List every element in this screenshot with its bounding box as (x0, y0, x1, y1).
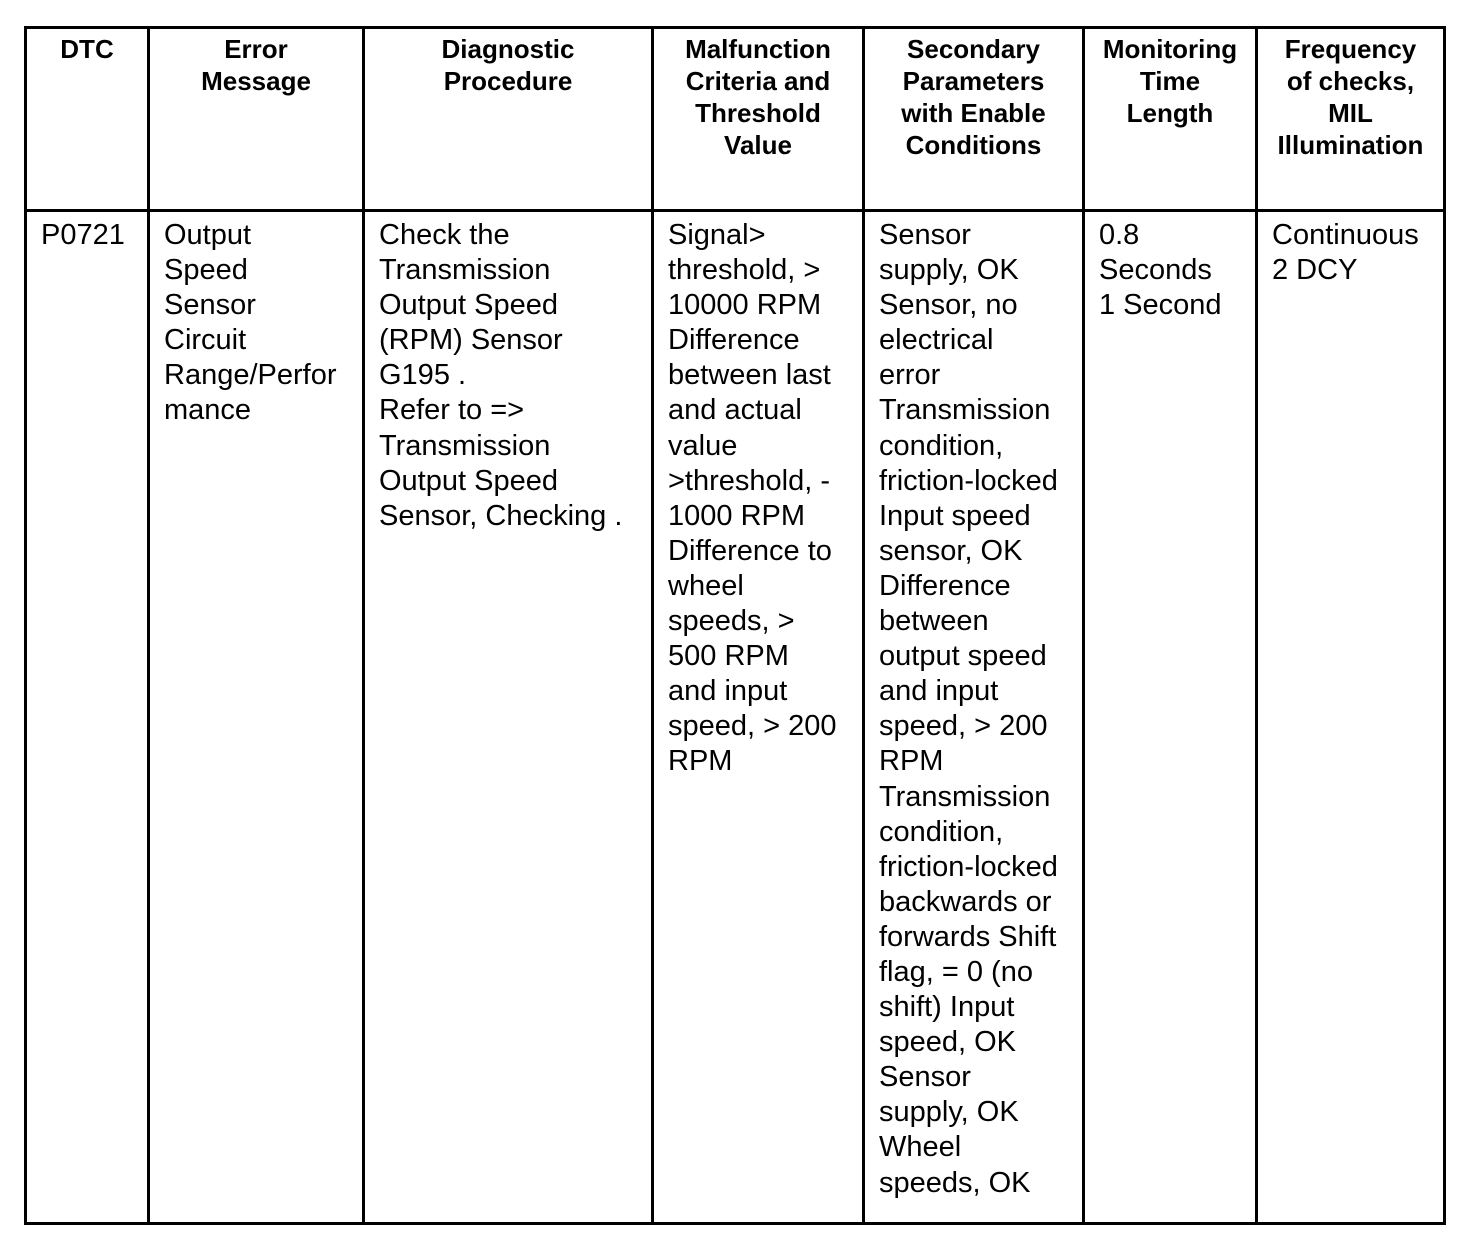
text-line: Criteria and (685, 66, 831, 96)
text-line: speed, > 200 (879, 710, 1048, 743)
text-line: Parameters (902, 66, 1045, 96)
cell-malfunction-criteria (653, 211, 864, 1224)
text-line: Message (201, 66, 311, 96)
text-line: friction-locked (879, 850, 1058, 883)
text-line: Transmission (379, 429, 551, 462)
text-line: mance (164, 394, 252, 427)
text-line: Output (164, 219, 252, 251)
text-line: Diagnostic (441, 34, 575, 64)
header-error-message (149, 28, 364, 211)
text-line: wheel (668, 569, 744, 602)
cell-secondary-parameters (864, 211, 1084, 1224)
text-line: Conditions (905, 130, 1042, 160)
text-line: speeds, > (668, 605, 795, 638)
text-line: Range/Perfor (164, 359, 337, 392)
text-line: value (668, 429, 738, 462)
text-line: Wheel (879, 1131, 962, 1164)
header-malfunction-criteria (653, 28, 864, 211)
text-line: and input (879, 675, 999, 708)
text-line: with Enable (901, 98, 1046, 128)
text-line: of checks, (1286, 66, 1415, 96)
text-line: error (879, 359, 941, 392)
text-line: Malfunction (685, 34, 831, 64)
text-line: flag, = 0 (no (879, 955, 1033, 988)
text-line: sensor, OK (879, 534, 1023, 567)
text-line: Sensor, no (879, 289, 1018, 322)
text-line: 10000 RPM (668, 289, 822, 322)
text-line: speeds, OK (879, 1166, 1031, 1199)
text-line: speed, OK (879, 1026, 1017, 1059)
text-line: 1 Second (1099, 289, 1222, 322)
text-line: Check the (379, 219, 510, 251)
text-line: MIL (1328, 98, 1373, 128)
text-line: Transmission (879, 394, 1051, 427)
cell-diagnostic-procedure (364, 211, 653, 1224)
header-diagnostic-procedure (364, 28, 653, 211)
text-line: Difference to (668, 534, 832, 567)
text-line: threshold, > (668, 254, 821, 287)
text-line: Threshold (695, 98, 821, 128)
text-line: 500 RPM (668, 640, 789, 673)
text-line: Illumination (1277, 130, 1424, 160)
text-line: Transmission (879, 780, 1051, 813)
text-line: supply, OK (879, 254, 1019, 287)
text-line: Continuous (1272, 219, 1419, 251)
text-line: condition, (879, 429, 1004, 462)
text-line: Frequency (1284, 34, 1417, 64)
text-line: and actual (668, 394, 802, 427)
text-line: speed, > 200 (668, 710, 837, 743)
cell-monitoring-time (1084, 211, 1257, 1224)
text-line: Transmission (379, 254, 551, 287)
text-line: condition, (879, 815, 1004, 848)
text-line: 1000 RPM (668, 499, 806, 532)
text-line: P0721 (41, 219, 125, 251)
header-monitoring-time (1084, 28, 1257, 211)
text-line: output speed (879, 640, 1047, 673)
text-line: Difference (668, 324, 800, 357)
header-frequency (1257, 28, 1445, 211)
text-line: 2 DCY (1272, 254, 1358, 287)
dtc-table (24, 26, 1446, 1225)
text-line: 0.8 (1099, 219, 1140, 251)
text-line: supply, OK (879, 1096, 1019, 1129)
text-line: Sensor (879, 1061, 971, 1094)
text-line: Output Speed (379, 289, 558, 322)
text-line: Secondary (907, 34, 1040, 64)
text-line: Value (724, 130, 792, 160)
text-line: shift) Input (879, 991, 1015, 1024)
text-line: Signal> (668, 219, 766, 251)
cell-frequency (1257, 211, 1445, 1224)
header-row (26, 28, 1445, 211)
text-line: and input (668, 675, 788, 708)
text-line: Procedure (443, 66, 573, 96)
text-line: forwards Shift (879, 920, 1057, 953)
text-line: >threshold, - (668, 464, 831, 497)
text-line: (RPM) Sensor (379, 324, 563, 357)
text-line: Input speed (879, 499, 1031, 532)
text-line: Monitoring (1102, 34, 1238, 64)
text-line: Circuit (164, 324, 247, 357)
text-line: DTC (60, 34, 114, 64)
text-line: friction-locked (879, 464, 1058, 497)
text-line: Speed (164, 254, 248, 287)
text-line: Length (1126, 98, 1214, 128)
text-line: Sensor, Checking . (379, 499, 623, 532)
text-line: Sensor (879, 219, 971, 251)
text-line: backwards or (879, 885, 1052, 918)
text-line: Output Speed (379, 464, 558, 497)
text-line: G195 . (379, 359, 467, 392)
header-secondary-parameters (864, 28, 1084, 211)
text-line: Difference (879, 569, 1011, 602)
header-dtc (26, 28, 149, 211)
text-line: RPM (668, 745, 733, 778)
table-row (26, 211, 1445, 1224)
text-line: electrical (879, 324, 994, 357)
text-line: RPM (879, 745, 944, 778)
cell-error-message (149, 211, 364, 1224)
text-line: Time (1139, 66, 1201, 96)
text-line: Error (224, 34, 288, 64)
text-line: Seconds (1099, 254, 1212, 287)
text-line: between (879, 605, 989, 638)
text-line: between last (668, 359, 831, 392)
cell-dtc (26, 211, 149, 1224)
text-line: Refer to => (379, 394, 525, 427)
text-line: Sensor (164, 289, 256, 322)
